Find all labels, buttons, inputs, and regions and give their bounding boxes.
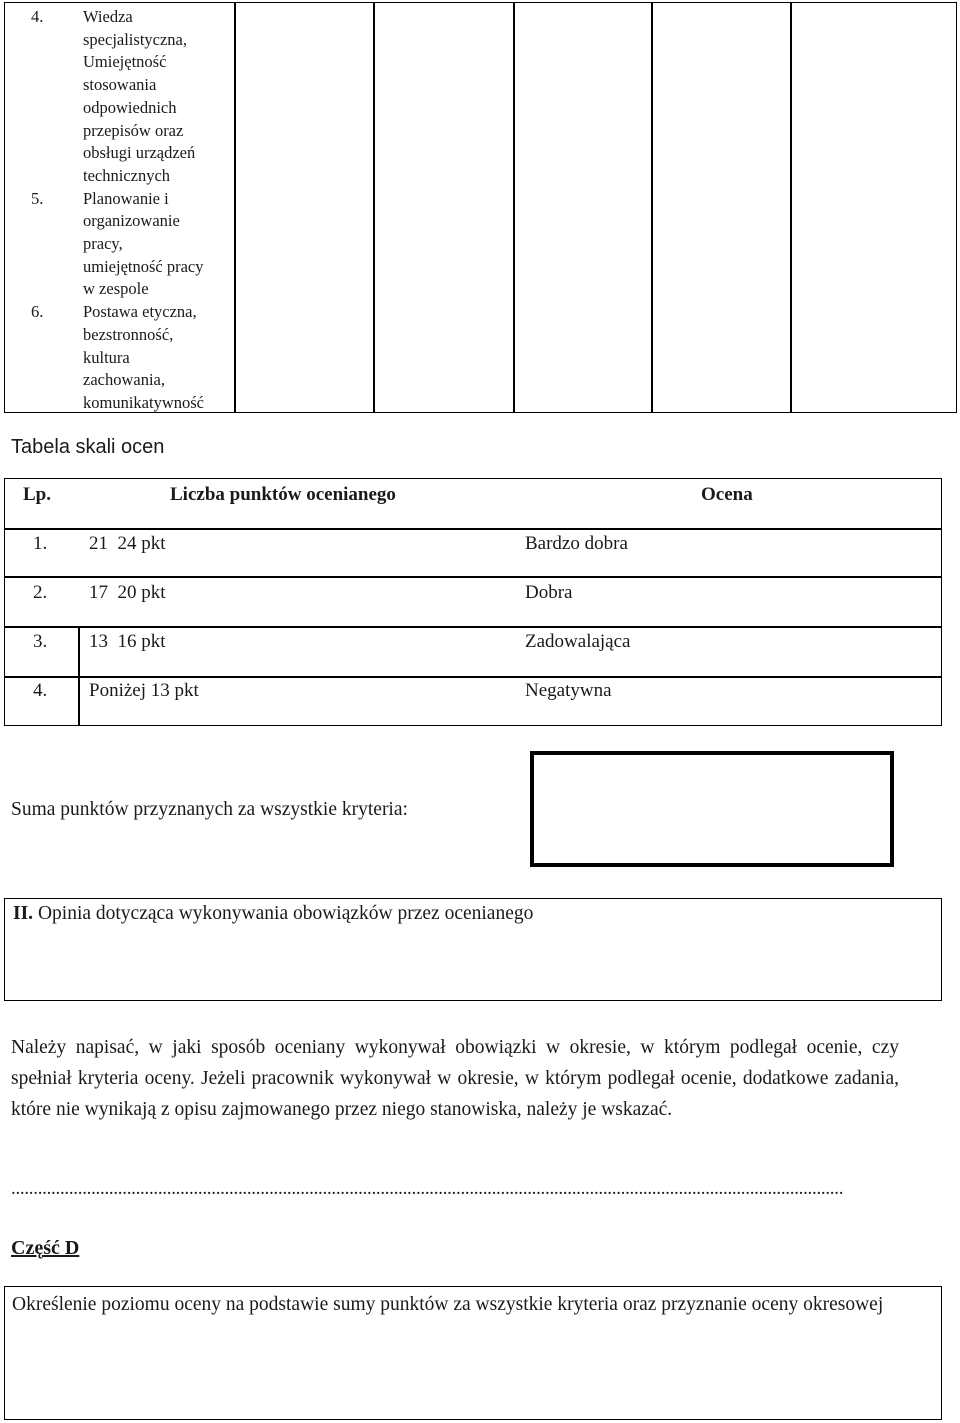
row-divider [5, 676, 941, 678]
criterion-item [5, 188, 235, 302]
row-divider [5, 626, 941, 628]
section-number: II. [13, 903, 34, 924]
criterion-item [5, 6, 235, 188]
criterion-line: bezstronność, [83, 324, 174, 344]
row-lp: 4. [33, 680, 48, 701]
criterion-number: 4. [31, 7, 44, 26]
opinion-instruction: Należy napisać, w jaki sposób oceniany wykonywał obowiązki w okresie, w którym podlegał ocenie, czy spełniał kryteria oceny. Jeżeli pracownik wykonywał w okresie, w którym podlegał ocenie, dodatkowe zadania, które nie wynikają z opisu zajmowanego przez niego stanowiska, należy je wskazać. [11, 1037, 899, 1120]
part-d-text: Określenie poziomu oceny na podstawie sumy punktów za wszystkie kryteria oraz przyznanie oceny okresowej [12, 1294, 884, 1315]
row-lp: 3. [33, 631, 48, 652]
criterion-line: technicznych [83, 165, 171, 185]
row-points: Poniżej 13 pkt [89, 680, 199, 701]
points-sum-box[interactable] [530, 751, 894, 867]
opinion-section[interactable] [4, 898, 942, 1001]
criterion-line: umiejętność pracy [83, 256, 204, 276]
criteria-table [4, 2, 957, 413]
criterion-line: Planowanie i [83, 188, 169, 208]
part-d-heading: Część D [11, 1237, 80, 1259]
criterion-line: pracy, [83, 234, 123, 254]
criterion-line: specjalistyczna, [83, 29, 187, 49]
row-divider [5, 576, 941, 578]
opinion-title [13, 903, 533, 925]
row-grade: Bardzo dobra [525, 533, 628, 554]
row-grade: Dobra [525, 582, 573, 603]
points-sum-label: Suma punktów przyznanych za wszystkie kryteria: [11, 799, 408, 820]
column-divider [373, 3, 375, 412]
criterion-line: zachowania, [83, 370, 165, 390]
criterion-line: Umiejętność [83, 52, 167, 72]
row-grade: Zadowalająca [525, 631, 631, 652]
criterion-line: odpowiednich [83, 97, 177, 117]
row-points: 17 20 pkt [89, 582, 166, 603]
row-points: 13 16 pkt [89, 631, 166, 652]
column-divider [513, 3, 515, 412]
criterion-line: w zespole [83, 279, 149, 299]
part-d-box[interactable] [4, 1286, 942, 1420]
criteria-list [5, 6, 235, 415]
criterion-line: komunikatywność [83, 392, 204, 412]
header-points: Liczba punktów ocenianego [170, 484, 396, 505]
opinion-title-text: Opinia dotycząca wykonywania obowiązków przez ocenianego [37, 903, 534, 924]
criterion-number: 5. [31, 188, 44, 208]
criterion-line: Wiedza [83, 7, 133, 26]
criterion-line: kultura [83, 347, 130, 367]
column-divider [78, 626, 80, 725]
column-divider [651, 3, 653, 412]
criterion-line: Postawa etyczna, [83, 302, 197, 322]
row-divider [5, 528, 941, 530]
dotted-line: ........................................................................................................................................................................................... [11, 1178, 844, 1199]
criterion-number: 6. [31, 302, 44, 322]
criterion-line: obsługi urządzeń [83, 143, 196, 163]
header-grade: Ocena [701, 484, 753, 505]
scale-table-caption: Tabela skali ocen [11, 436, 165, 458]
grade-scale-table [4, 478, 942, 726]
criterion-item [5, 301, 235, 415]
row-grade: Negatywna [525, 680, 612, 701]
row-points: 21 24 pkt [89, 533, 166, 554]
criterion-line: przepisów oraz [83, 120, 184, 140]
row-lp: 2. [33, 582, 48, 603]
criterion-line: organizowanie [83, 211, 180, 231]
row-lp: 1. [33, 533, 48, 554]
criterion-line: stosowania [83, 75, 157, 95]
header-lp: Lp. [23, 484, 51, 505]
column-divider [790, 3, 792, 412]
